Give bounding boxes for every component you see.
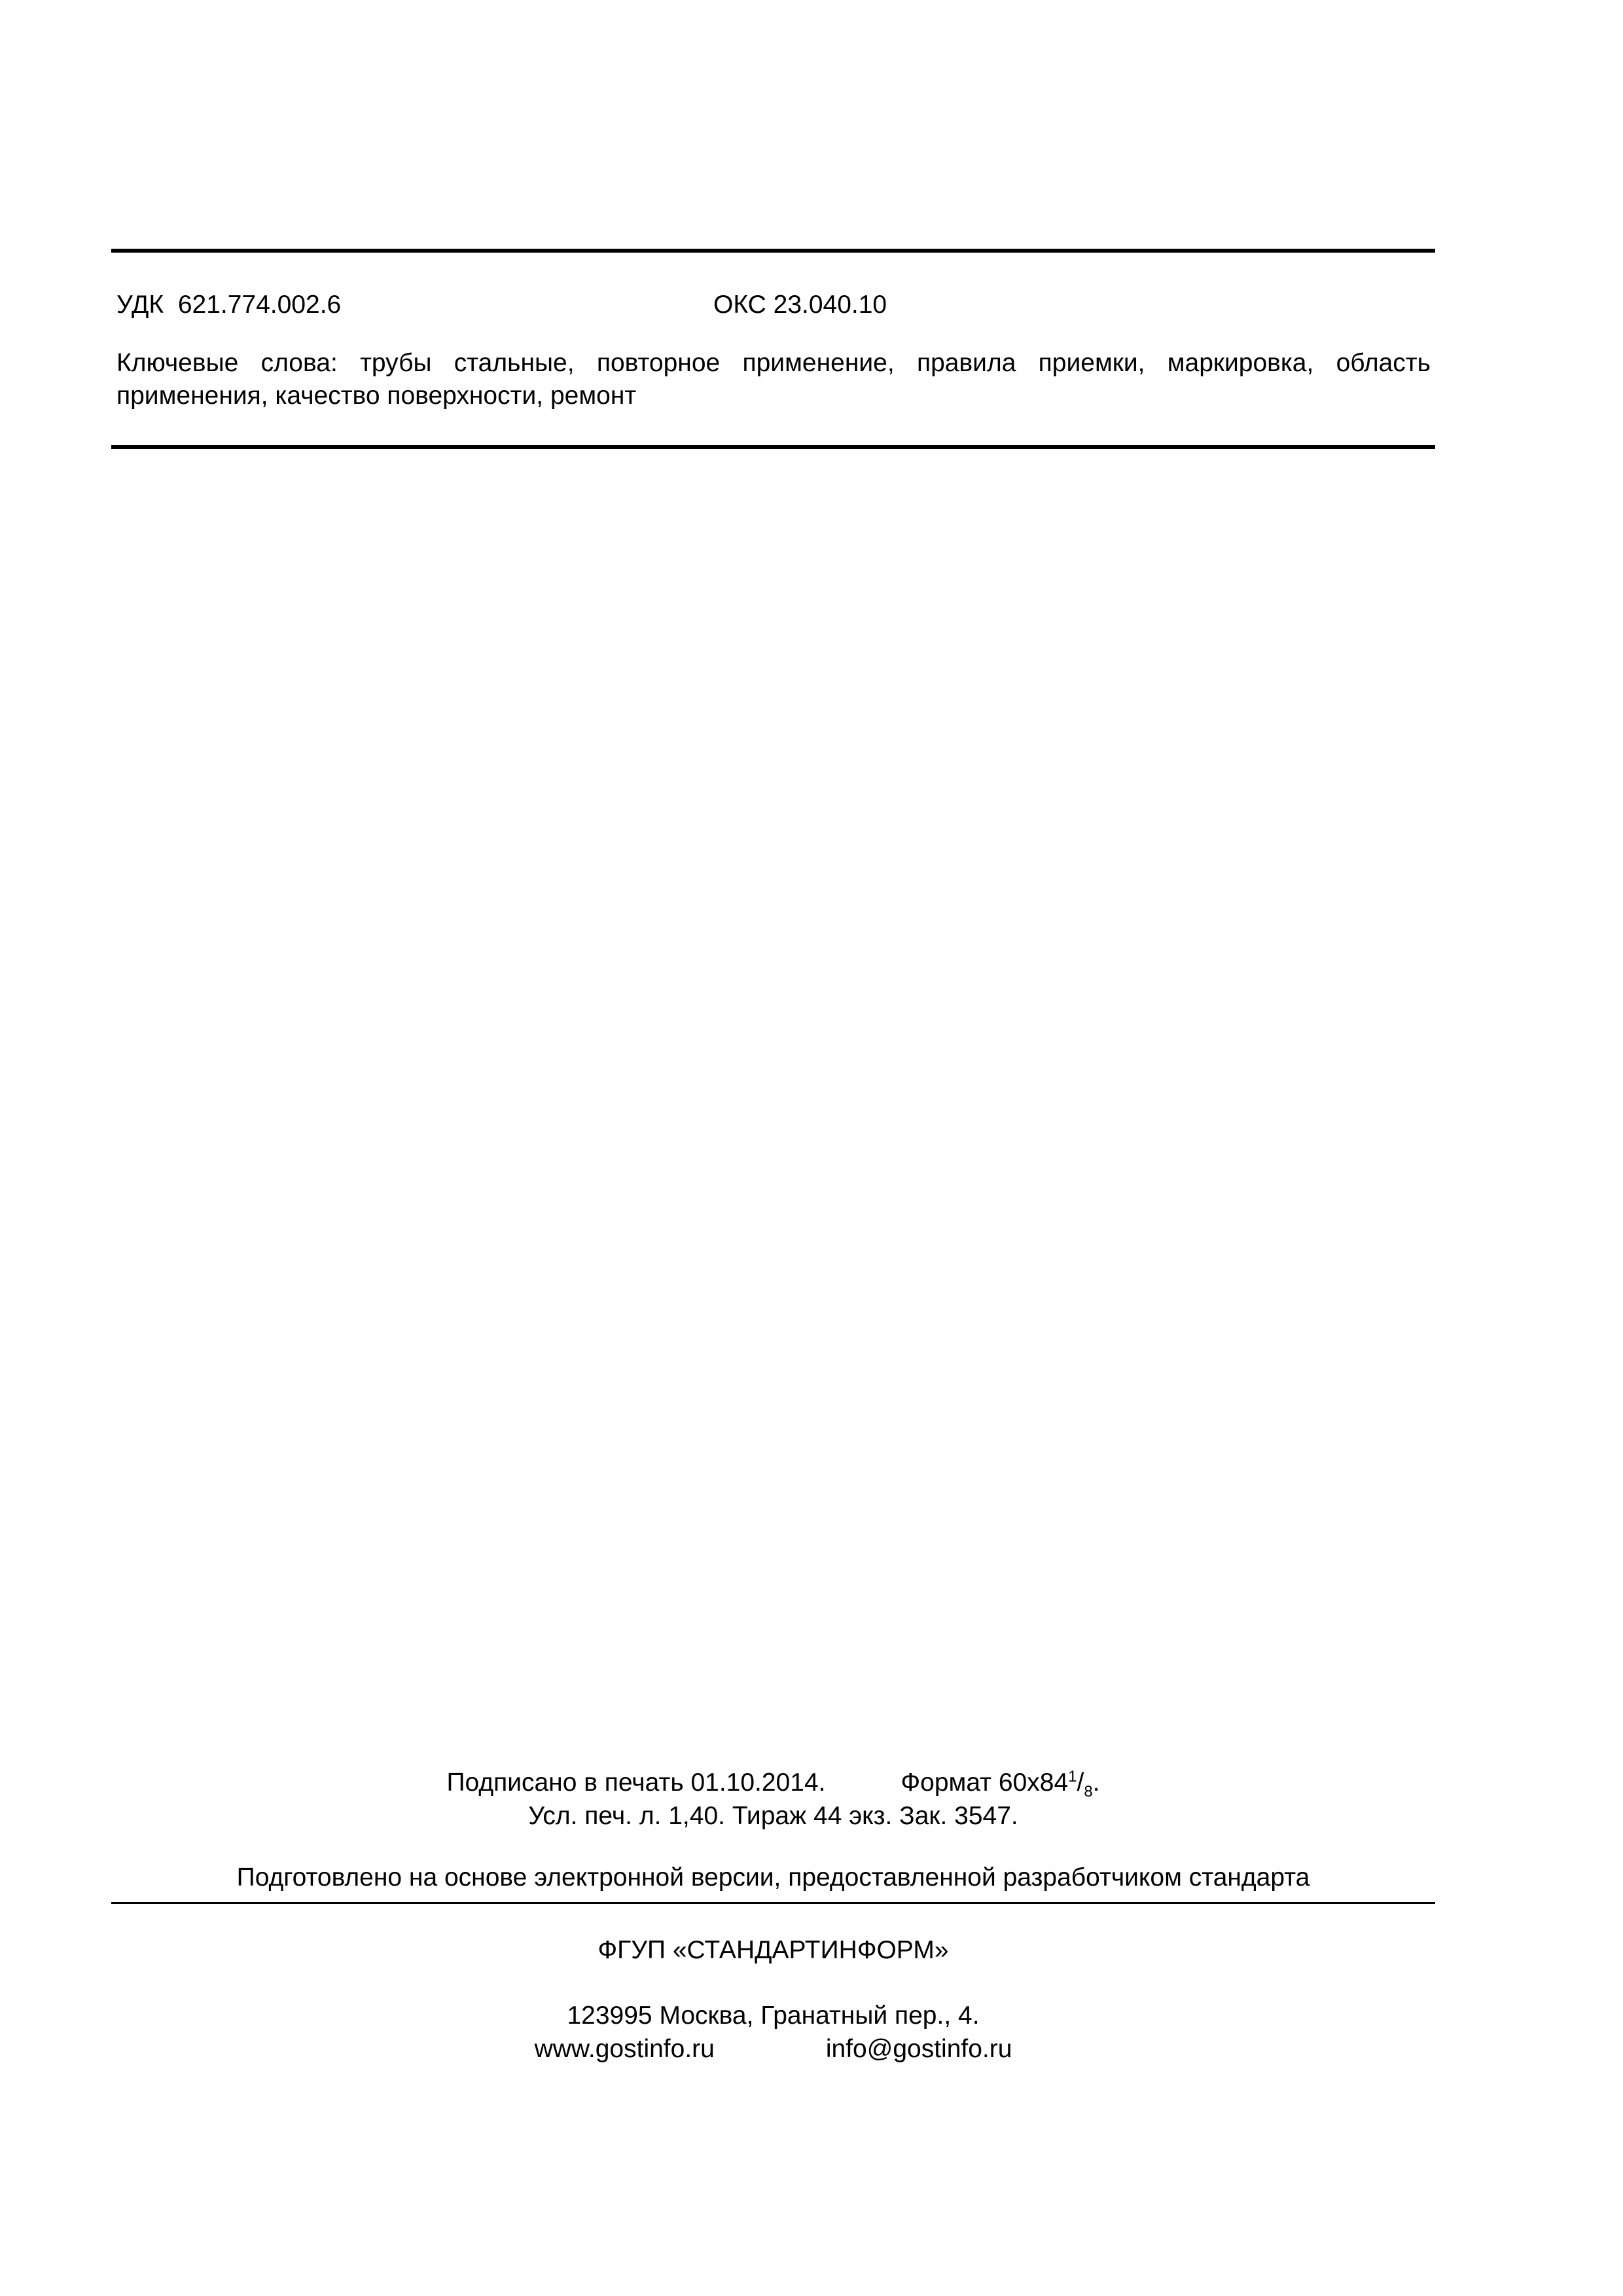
oks-value: 23.040.10 [773,291,887,319]
keywords-bottom-rule [111,445,1435,449]
publisher-rule [111,1902,1435,1904]
udk-value: 621.774.002.6 [177,291,342,319]
email-link[interactable]: info@gostinfo.ru [825,2035,1012,2063]
udk-label: УДК [116,291,164,319]
format-text: Формат $60x84^1/_8$. [901,1768,1100,1801]
format-numerator: 1 [1068,1768,1077,1785]
imprint-line-2: Усл. печ. л. 1,40. Тираж 44 экз. Зак. 3547. [528,1802,1018,1830]
signed-date: Подписано в печать 01.10.2014. [446,1768,826,1797]
prepared-note: Подготовлено на основе электронной версии, предоставленной разработчиком стандарта [236,1863,1310,1892]
keywords-paragraph: Ключевые слова: трубы стальные, повторное применение, правила приемки, маркировка, область применения, качество поверхности, ремонт [116,349,1431,410]
publisher-address: 123995 Москва, Гранатный пер., 4. [567,2001,980,2030]
format-denominator: 8 [1084,1782,1093,1801]
publisher-contacts [111,2034,1435,2065]
imprint-line-1 [111,1767,1435,1799]
publisher-name: ФГУП «СТАНДАРТИНФОРМ» [597,1936,949,1964]
oks-label: ОКС [713,291,766,319]
top-rule [111,249,1435,253]
udk-line [116,289,341,321]
website-link[interactable]: www.gostinfo.ru [534,2035,715,2063]
oks-line [713,289,887,321]
